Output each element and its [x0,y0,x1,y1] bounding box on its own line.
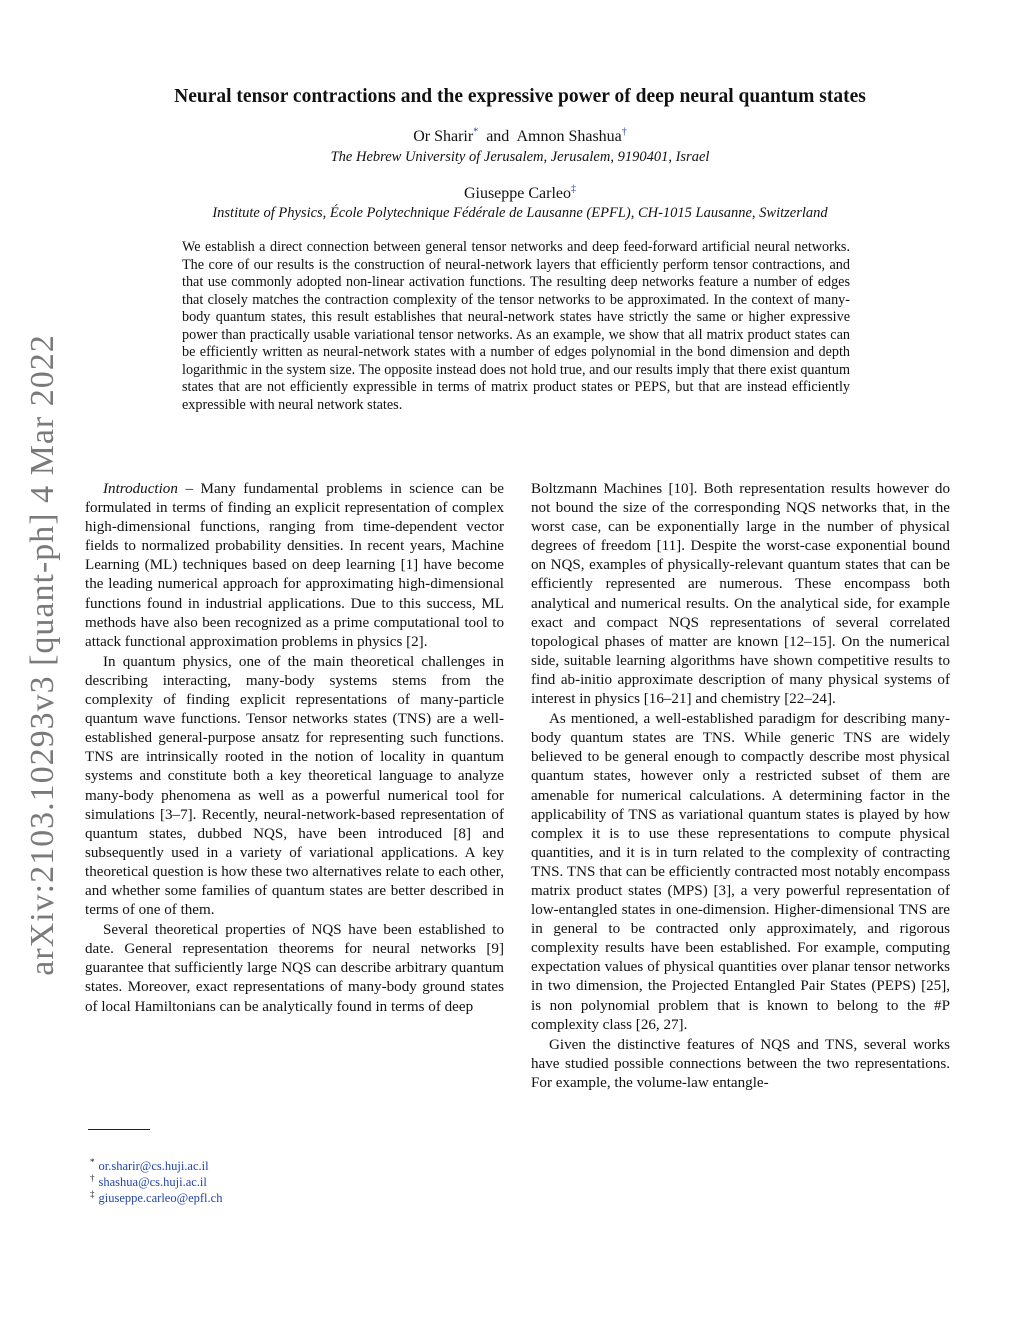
left-column [85,480,504,1017]
section-label: Introduction [103,481,178,497]
author-marker[interactable]: ‡ [571,183,577,195]
authors-conjunction: and [486,128,510,145]
affiliation-2: Institute of Physics, École Polytechnique Fédérale de Lausanne (EPFL), CH-1015 Lausanne, Switzerland [212,205,828,221]
authors-line-2 [80,185,960,203]
footnote: † shashua@cs.huji.ac.il [90,1172,207,1189]
intro-paragraph: Introduction – Many fundamental problems in science can be formulated in terms of finding an explicit representation of complex high-dimensional functions, ranging from time-dependent vector fields to normalized probability densities. In recent years, Machine Learning (ML) techniques based on deep learning [1] have become the leading numerical approach for approximating high-dimensional functions found in industrial applications. Due to this success, ML methods have also been recognized as a prime computational tool to attack functional approximation problems in physics [2]. [85,481,504,650]
arxiv-identifier-text: arXiv:2103.10293v3 [quant-ph] 4 Mar 2022 [24,334,61,976]
right-column [531,480,950,1093]
author-marker[interactable]: † [621,126,627,138]
affiliation-1: The Hebrew University of Jerusalem, Jerusalem, 9190401, Israel [330,149,710,165]
paper-title: Neural tensor contractions and the expressive power of deep neural quantum states [174,86,866,107]
abstract: We establish a direct connection between general tensor networks and deep feed-forward artificial neural networks. The core of our results is the construction of neural-network layers that efficiently perform tensor contractions, and that use commonly adopted non-linear activation functions. The resulting deep networks feature a number of edges that closely matches the contraction complexity of the tensor networks to be approximated. In the context of many-body quantum states, this result establishes that neural-network states have strictly the same or higher expressive power than practically usable variational tensor networks. As an example, we show that all matrix product states can be efficiently written as neural-network states with a number of edges polynomial in the bond dimension and depth logarithmic in the system size. The opposite instead does not hold true, and our results imply that there exist quantum states that are not efficiently expressible in terms of matrix product states or PEPS, but that are instead efficiently expressible with neural network states. [182,239,850,413]
author-name: Amnon Shashua [516,128,622,145]
author-marker[interactable]: * [473,126,479,138]
author-name: Giuseppe Carleo [463,185,572,202]
arxiv-identifier [18,334,68,976]
footnote: ‡ giuseppe.carleo@epfl.ch [90,1188,223,1205]
paragraph: In quantum physics, one of the main theoretical challenges in describing interacting, many-body systems stems from the complexity of finding explicit representations of many-particle quantum wave functions. Tensor networks states (TNS) are a well-established general-purpose ansatz for representing such functions. TNS are intrinsically rooted in the notion of locality in quantum systems and constitute both a key theoretical language to analyze many-body phenomena as well as a powerful numerical tool for simulations [3–7]. Recently, neural-network-based representation of quantum states, dubbed NQS, have been introduced [8] and subsequently used in a variety of variational applications. A key theoretical question is how these two alternatives relate to each other, and whether some families of quantum states are better described in terms of one of them. [85,653,504,919]
paragraph: Boltzmann Machines [10]. Both representation results however do not bound the size of the corresponding NQS networks that, in the worst case, can be exponentially large in the number of physical degrees of freedom [11]. Despite the worst-case exponential bound on NQS, examples of physically-relevant quantum states that can be efficiently represented are numerous. These encompass both analytical and numerical results. On the analytical side, for example exact and compact NQS representations of several correlated topological phases of matter are known [12–15]. On the numerical side, suitable learning algorithms have shown competitive results to find ab-initio approximate description of many physical systems of interest in physics [16–21] and chemistry [22–24]. [531,481,950,708]
email-link[interactable]: or.sharir@cs.huji.ac.il [98,1159,209,1173]
authors-line-1 [80,128,960,146]
paragraph: As mentioned, a well-established paradigm for describing many-body quantum states are TNS. While generic TNS are widely believed to be general enough to compactly describe most physical quantum states, however only a restricted subset of them are amenable for numerical calculations. A determining factor in the applicability of TNS as variational quantum states is played by how complex it is to use these representations to compute physical quantities, and it is in turn related to the complexity of contracting TNS. TNS that can be efficiently contracted most notably encompass matrix product states (MPS) [3], a very powerful representation of low-entangled states in one-dimension. Higher-dimensional TNS are in general to be contracted only approximately, and rigorous complexity results have been established. For example, computing expectation values of physical quantities over planar tensor networks in two dimension, the Projected Entangled Pair States (PEPS) [25], is non polynomial problem that is known to belong to the #P complexity class [26, 27]. [531,711,950,1033]
email-link[interactable]: giuseppe.carleo@epfl.ch [98,1191,223,1205]
paragraph: Given the distinctive features of NQS and TNS, several works have studied possible connections between the two representations. For example, the volume-law entangle- [531,1036,950,1091]
email-link[interactable]: shashua@cs.huji.ac.il [98,1175,207,1189]
footnotes [90,1158,222,1206]
footnote-divider [88,1129,150,1130]
paragraph: Several theoretical properties of NQS have been established to date. General representation theorems for neural networks [9] guarantee that sufficiently large NQS can describe arbitrary quantum states. Moreover, exact representations of many-body ground states of local Hamiltonians can be analytically found in terms of deep [85,922,504,1015]
author-name: Or Sharir [413,128,474,145]
footnote: * or.sharir@cs.huji.ac.il [90,1156,209,1173]
